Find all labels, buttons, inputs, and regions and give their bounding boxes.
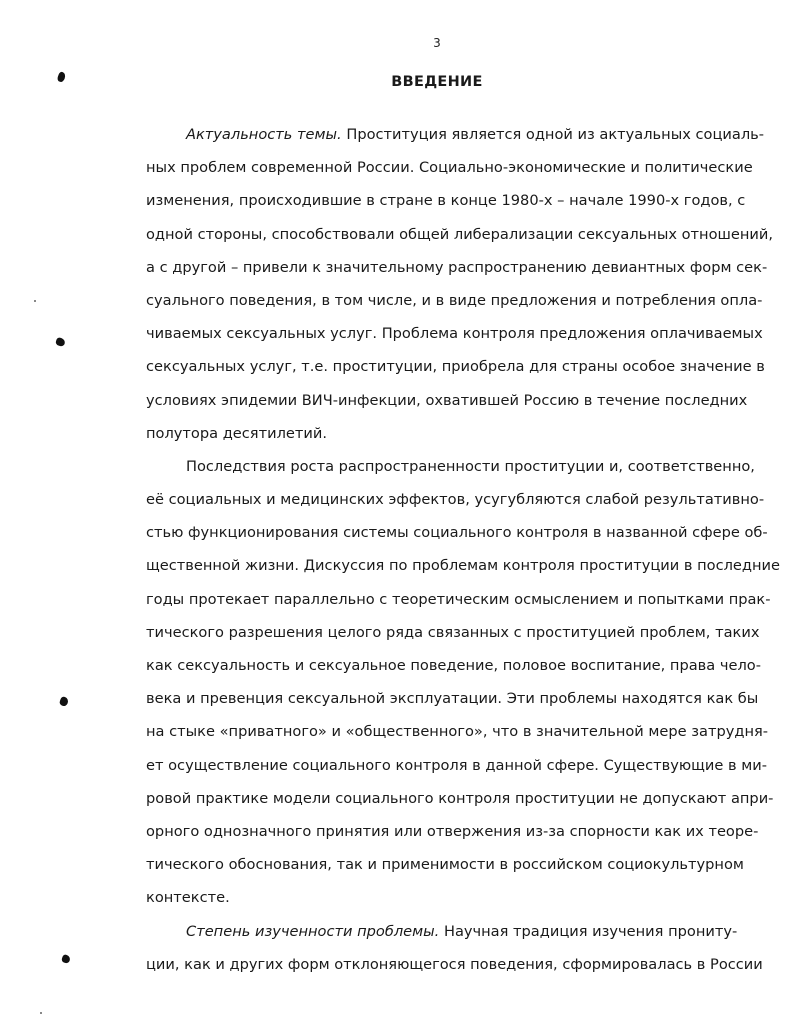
paragraph-2-line: ет осуществление социального контроля в данной сфере. Существующие в ми- — [146, 756, 768, 774]
paragraph-1-line: условиях эпидемии ВИЧ-инфекции, охватившей Россию в течение последних — [146, 391, 748, 409]
paragraph-1-line — [146, 118, 765, 151]
paragraph-1-line-1-rest: Проституция является одной из актуальных социаль- — [341, 126, 765, 143]
paragraph-1-line: суального поведения, в том числе, и в виде предложения и потребления опла- — [146, 291, 763, 309]
paragraph-2-line: тического обоснования, так и применимости в российском социокультурном — [146, 856, 744, 874]
paragraph-2-line: как сексуальность и сексуальное поведение, половое воспитание, права чело- — [146, 657, 761, 674]
scan-mark — [61, 954, 71, 964]
body-text — [146, 118, 781, 981]
paragraph-2-line: её социальных и медицинских эффектов, усугубляются слабой результативно- — [146, 491, 765, 509]
paragraph-2-line: стью функционирования системы социального контроля в названной сфере об- — [146, 524, 768, 542]
paragraph-2-line: орного однозначного принятия или отвержения из-за спорности как их теоре- — [146, 822, 759, 840]
paragraph-1-line: сексуальных услуг, т.е. проституции, приобрела для страны особое значение в — [146, 358, 765, 376]
paragraph-3-line: ции, как и других форм отклоняющегося поведения, сформировалась в России — [146, 955, 763, 973]
paragraph-2-line: годы протекает параллельно с теоретическим осмыслением и попытками прак- — [146, 590, 771, 608]
scan-mark — [59, 696, 70, 707]
scan-speck — [34, 300, 36, 302]
paragraph-1-line: полутора десятилетий. — [146, 424, 327, 442]
paragraph-1-term: Актуальность темы. — [186, 126, 342, 143]
section-heading: ВВЕДЕНИЕ — [391, 74, 483, 90]
paragraph-2-line: контексте. — [146, 889, 230, 907]
paragraph-2-line: Последствия роста распространенности проституции и, соответственно, — [186, 457, 755, 475]
page-number: 3 — [433, 36, 441, 50]
paragraph-2-line: щественной жизни. Дискуссия по проблемам контроля проституции в последние — [146, 557, 781, 575]
paragraph-1-line: а с другой – привели к значительному распространению девиантных форм сек- — [146, 258, 768, 276]
paragraph-3-term: Степень изученности проблемы. — [186, 922, 440, 940]
paragraph-2-line: на стыке «приватного» и «общественного», что в значительной мере затрудня- — [146, 723, 769, 741]
scan-speck — [40, 1012, 42, 1014]
paragraph-1-line: одной стороны, способствовали общей либерализации сексуальных отношений, — [146, 225, 773, 243]
paragraph-1-line: чиваемых сексуальных услуг. Проблема контроля предложения оплачиваемых — [146, 325, 763, 343]
scan-mark — [55, 337, 66, 348]
paragraph-2-line: ровой практике модели социального контроля проституции не допускают апри- — [146, 789, 774, 807]
paragraph-1-line: ных проблем современной России. Социально-экономические и политические — [146, 159, 753, 177]
paragraph-2-line: тического разрешения целого ряда связанных с проституцией проблем, таких — [146, 623, 760, 641]
paragraph-2-line: века и превенция сексуальной эксплуатации. Эти проблемы находятся как бы — [146, 690, 759, 708]
paragraph-3-line — [146, 915, 738, 948]
paragraph-1-line: изменения, происходившие в стране в конце 1980-х – начале 1990-х годов, с — [146, 192, 746, 210]
paragraph-3-line-1-rest: Научная традиция изучения прониту- — [439, 922, 738, 940]
